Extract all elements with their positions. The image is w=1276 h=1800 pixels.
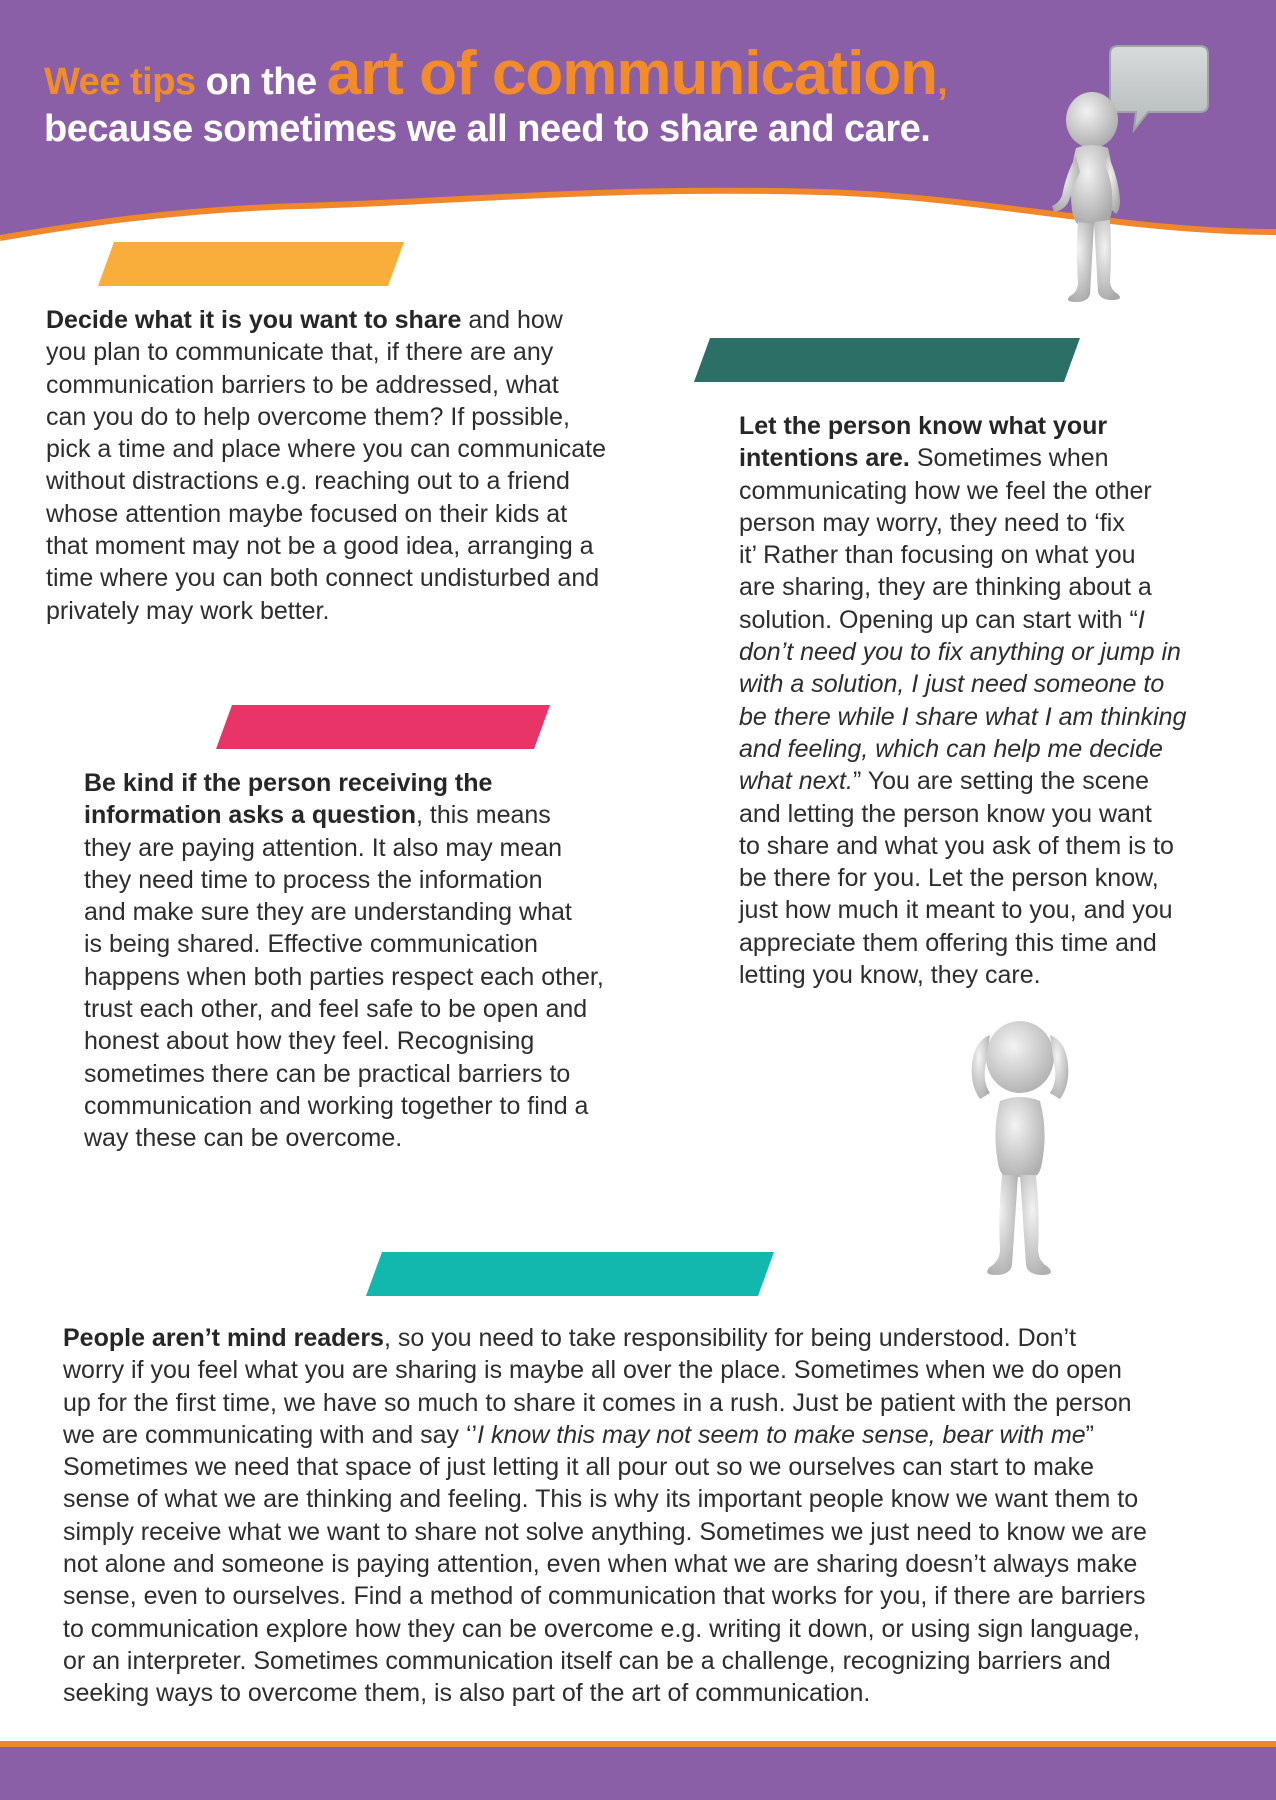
tip-mind-line: sense of what we are thinking and feeling. This is why its important people know we want them to: [63, 1485, 1139, 1514]
tip-be-kind: [84, 767, 684, 1155]
tip-intentions-line: it’ Rather than focusing on what you: [739, 541, 1136, 570]
tip-mind-line: Sometimes we need that space of just letting it all pour out so we ourselves can start to make: [63, 1453, 1095, 1482]
tip-share-line: can you do to help overcome them? If possible,: [46, 402, 570, 431]
tip-intentions-quote: be there while I share what I am thinking: [739, 702, 1187, 731]
tip-decide-what-to-share: [46, 304, 646, 627]
tip-mind-line: ”: [1085, 1420, 1094, 1449]
tip-intentions-line: just how much it meant to you, and you: [739, 896, 1173, 925]
tip-kind-line: way these can be overcome.: [84, 1124, 403, 1153]
footer-band: [0, 1741, 1276, 1800]
tip-intentions-line: and letting the person know you want: [739, 799, 1152, 828]
tip-intentions-quote: and feeling, which can help me decide: [739, 734, 1163, 763]
tip-kind-heading-cont: information asks a question: [84, 801, 417, 830]
tip-intentions-line: ” You are setting the scene: [852, 767, 1149, 796]
tip-share-line: and how: [461, 306, 563, 334]
tip-mind-line: we are communicating with and say ‘’: [63, 1420, 478, 1449]
tip-intentions-heading-cont: intentions are.: [739, 444, 910, 473]
tip-intentions-quote: don’t need you to fix anything or jump in: [739, 638, 1181, 667]
tip-mind-quote: I know this may not seem to make sense, bear with me: [477, 1420, 1086, 1449]
section-bar-teal-dark: [694, 338, 1080, 382]
tip-kind-line: they are paying attention. It also may mean: [84, 833, 563, 862]
tip-share-line: privately may work better.: [46, 596, 330, 625]
tip-kind-line: and make sure they are understanding what: [84, 898, 572, 927]
tip-let-person-know-intentions: [739, 410, 1259, 991]
tip-intentions-line: be there for you. Let the person know,: [739, 864, 1159, 893]
tip-kind-heading: Be kind if the person receiving the: [84, 769, 493, 797]
title-art-of-communication: art of communication: [326, 39, 938, 108]
tip-share-line: time where you can both connect undisturbed and: [46, 564, 600, 593]
section-bar-teal-light: [366, 1252, 774, 1296]
tip-intentions-line: letting you know, they care.: [739, 961, 1041, 990]
tip-mind-heading: People aren’t mind readers: [63, 1324, 384, 1352]
tip-share-line: whose attention maybe focused on their kids at: [46, 499, 568, 528]
tip-mind-line: , so you need to take responsibility for being understood. Don’t: [383, 1324, 1077, 1352]
tip-kind-line: sometimes there can be practical barriers to: [84, 1059, 571, 1088]
title-comma: ,: [937, 61, 948, 103]
tip-intentions-line: person may worry, they need to ‘fix: [739, 508, 1125, 537]
tip-intentions-line: Sometimes when: [909, 444, 1109, 473]
page-subtitle: because sometimes we all need to share and care.: [44, 108, 931, 150]
tip-kind-line: is being shared. Effective communication: [84, 930, 538, 959]
tip-intentions-heading: Let the person know what your: [739, 412, 1108, 440]
tip-kind-line: happens when both parties respect each other,: [84, 962, 604, 991]
tip-share-line: you plan to communicate that, if there are any: [46, 338, 554, 367]
tip-intentions-line: appreciate them offering this time and: [739, 928, 1157, 957]
tip-share-line: pick a time and place where you can communicate: [46, 435, 607, 464]
tip-kind-line: trust each other, and feel safe to be open and: [84, 995, 588, 1024]
page-title: [44, 38, 947, 109]
section-bar-yellow: [98, 242, 404, 286]
tip-mind-line: or an interpreter. Sometimes communication itself can be a challenge, recognizing barriers and: [63, 1646, 1111, 1675]
tip-mind-line: seeking ways to overcome them, is also part of the art of communication.: [63, 1679, 871, 1708]
tip-mind-line: to communication explore how they can be overcome e.g. writing it down, or using sign language,: [63, 1614, 1140, 1643]
tip-share-line: that moment may not be a good idea, arranging a: [46, 532, 594, 561]
tip-share-line: communication barriers to be addressed, what: [46, 370, 559, 399]
tip-mind-line: up for the first time, we have so much to share it comes in a rush. Just be patient with the person: [63, 1388, 1132, 1417]
tip-intentions-line: communicating how we feel the other: [739, 476, 1152, 505]
tip-mind-line: worry if you feel what you are sharing is maybe all over the place. Sometimes when we do open: [63, 1356, 1122, 1385]
tip-people-arent-mind-readers: [63, 1322, 1263, 1710]
tip-kind-line: communication and working together to find a: [84, 1091, 589, 1120]
tip-mind-line: sense, even to ourselves. Find a method of communication that works for you, if there are barriers: [63, 1582, 1146, 1611]
tip-intentions-quote: what next.: [739, 767, 853, 796]
speech-bubble-figure-illustration: [1030, 40, 1230, 310]
thinking-figure-illustration: [950, 1015, 1090, 1285]
tip-intentions-line: to share and what you ask of them is to: [739, 831, 1174, 860]
title-on-the: on the: [195, 61, 327, 103]
tip-share-heading: Decide what it is you want to share: [46, 306, 462, 334]
tip-intentions-line: solution. Opening up can start with “: [739, 605, 1138, 634]
tip-share-line: without distractions e.g. reaching out to a friend: [46, 467, 570, 496]
tip-kind-line: they need time to process the information: [84, 865, 543, 894]
tip-kind-line: honest about how they feel. Recognising: [84, 1027, 535, 1056]
section-bar-pink: [216, 705, 550, 749]
tip-intentions-line: are sharing, they are thinking about a: [739, 573, 1152, 602]
tip-kind-line: , this means: [416, 801, 551, 830]
title-wee-tips: Wee tips: [44, 61, 196, 103]
tip-intentions-quote: I: [1137, 605, 1145, 634]
tip-mind-line: simply receive what we want to share not solve anything. Sometimes we just need to know we are: [63, 1517, 1147, 1546]
tip-mind-line: not alone and someone is paying attention, even when what we are sharing doesn’t always make: [63, 1550, 1138, 1579]
tip-intentions-quote: with a solution, I just need someone to: [739, 670, 1165, 699]
